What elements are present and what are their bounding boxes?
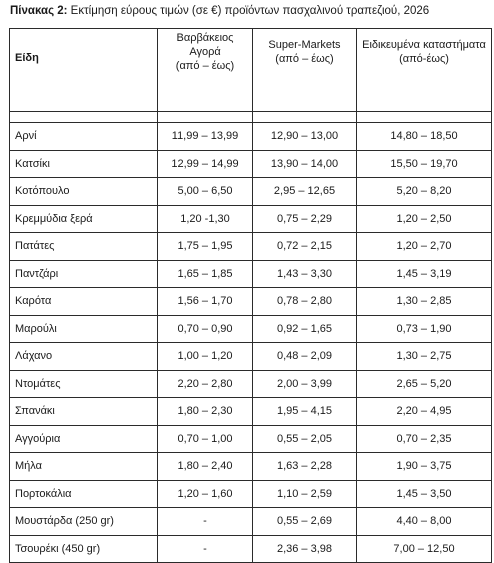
cell-specialized: 5,20 – 8,20: [357, 178, 492, 206]
cell-specialized: 2,20 – 4,95: [357, 398, 492, 426]
header-supermarkets-line-1: Super-Markets: [268, 39, 341, 51]
cell-item: Κατσίκι: [10, 150, 158, 178]
cell-varvakeios: 0,70 – 1,00: [158, 425, 253, 453]
cell-supermarkets: 0,75 – 2,29: [253, 205, 357, 233]
cell-varvakeios: 1,20 – 1,60: [158, 480, 253, 508]
header-specialized-line-2: (από-έως): [399, 53, 449, 65]
cell-item: Αρνί: [10, 123, 158, 151]
header-supermarkets-line-2: (από – έως): [275, 53, 334, 65]
caption-text: Εκτίμηση εύρους τιμών (σε €) προϊόντων πασχαλινού τραπεζιού, 2026: [70, 5, 430, 17]
cell-varvakeios: 1,80 – 2,40: [158, 453, 253, 481]
spacer-cell: [253, 112, 357, 123]
table-row: [10, 535, 492, 563]
cell-specialized: 0,70 – 2,35: [357, 425, 492, 453]
spacer-cell: [357, 112, 492, 123]
cell-item: Μουστάρδα (250 gr): [10, 508, 158, 536]
header-specialized-line-1: Ειδικευμένα καταστήματα: [362, 39, 486, 51]
cell-varvakeios: 0,70 – 0,90: [158, 315, 253, 343]
cell-varvakeios: -: [158, 508, 253, 536]
cell-specialized: 7,00 – 12,50: [357, 535, 492, 563]
cell-varvakeios: 11,99 – 13,99: [158, 123, 253, 151]
caption-label: Πίνακας 2:: [10, 5, 68, 17]
price-table: [9, 28, 492, 563]
cell-specialized: 0,73 – 1,90: [357, 315, 492, 343]
cell-supermarkets: 0,78 – 2,80: [253, 288, 357, 316]
cell-specialized: 1,45 – 3,50: [357, 480, 492, 508]
cell-specialized: 1,45 – 3,19: [357, 260, 492, 288]
cell-varvakeios: -: [158, 535, 253, 563]
cell-varvakeios: 1,80 – 2,30: [158, 398, 253, 426]
table-row: [10, 343, 492, 371]
cell-supermarkets: 0,92 – 1,65: [253, 315, 357, 343]
cell-specialized: 15,50 – 19,70: [357, 150, 492, 178]
header-varvakeios: [158, 29, 253, 112]
cell-item: Τσουρέκι (450 gr): [10, 535, 158, 563]
cell-supermarkets: 12,90 – 13,00: [253, 123, 357, 151]
table-row: [10, 508, 492, 536]
cell-specialized: 2,65 – 5,20: [357, 370, 492, 398]
header-item: Είδη: [10, 29, 158, 112]
cell-varvakeios: 1,56 – 1,70: [158, 288, 253, 316]
cell-supermarkets: 1,95 – 4,15: [253, 398, 357, 426]
cell-supermarkets: 0,48 – 2,09: [253, 343, 357, 371]
cell-item: Αγγούρια: [10, 425, 158, 453]
cell-supermarkets: 13,90 – 14,00: [253, 150, 357, 178]
cell-supermarkets: 2,00 – 3,99: [253, 370, 357, 398]
table-row: [10, 370, 492, 398]
cell-varvakeios: 1,65 – 1,85: [158, 260, 253, 288]
cell-item: Μαρούλι: [10, 315, 158, 343]
cell-varvakeios: 2,20 – 2,80: [158, 370, 253, 398]
table-row: [10, 453, 492, 481]
header-varvakeios-line-2: Αγορά: [189, 46, 221, 58]
table-header-row: [10, 29, 492, 112]
cell-item: Πατάτες: [10, 233, 158, 261]
header-varvakeios-line-3: (από – έως): [175, 60, 235, 72]
table-spacer-row: [10, 112, 492, 123]
cell-specialized: 1,20 – 2,50: [357, 205, 492, 233]
cell-item: Καρότα: [10, 288, 158, 316]
header-varvakeios-line-1: Βαρβάκειος: [176, 32, 234, 44]
cell-item: Κρεμμύδια ξερά: [10, 205, 158, 233]
spacer-cell: [10, 112, 158, 123]
table-row: [10, 150, 492, 178]
cell-item: Ντομάτες: [10, 370, 158, 398]
cell-specialized: 4,40 – 8,00: [357, 508, 492, 536]
cell-item: Λάχανο: [10, 343, 158, 371]
spacer-cell: [158, 112, 253, 123]
cell-supermarkets: 1,63 – 2,28: [253, 453, 357, 481]
cell-item: Μήλα: [10, 453, 158, 481]
cell-supermarkets: 2,95 – 12,65: [253, 178, 357, 206]
cell-supermarkets: 1,10 – 2,59: [253, 480, 357, 508]
cell-specialized: 1,30 – 2,85: [357, 288, 492, 316]
cell-varvakeios: 1,00 – 1,20: [158, 343, 253, 371]
table-row: [10, 398, 492, 426]
cell-item: Κοτόπουλο: [10, 178, 158, 206]
cell-specialized: 1,20 – 2,70: [357, 233, 492, 261]
cell-varvakeios: 12,99 – 14,99: [158, 150, 253, 178]
header-supermarkets: [253, 29, 357, 112]
cell-supermarkets: 1,43 – 3,30: [253, 260, 357, 288]
cell-specialized: 1,30 – 2,75: [357, 343, 492, 371]
cell-supermarkets: 0,72 – 2,15: [253, 233, 357, 261]
table-row: [10, 315, 492, 343]
cell-supermarkets: 2,36 – 3,98: [253, 535, 357, 563]
table-row: [10, 480, 492, 508]
cell-item: Παντζάρι: [10, 260, 158, 288]
table-row: [10, 205, 492, 233]
header-specialized: [357, 29, 492, 112]
table-row: [10, 123, 492, 151]
cell-varvakeios: 5,00 – 6,50: [158, 178, 253, 206]
table-caption: [10, 4, 490, 18]
cell-supermarkets: 0,55 – 2,69: [253, 508, 357, 536]
cell-varvakeios: 1,20 -1,30: [158, 205, 253, 233]
cell-item: Πορτοκάλια: [10, 480, 158, 508]
table-row: [10, 178, 492, 206]
cell-specialized: 14,80 – 18,50: [357, 123, 492, 151]
cell-supermarkets: 0,55 – 2,05: [253, 425, 357, 453]
cell-item: Σπανάκι: [10, 398, 158, 426]
table-row: [10, 288, 492, 316]
table-row: [10, 233, 492, 261]
table-row: [10, 425, 492, 453]
cell-varvakeios: 1,75 – 1,95: [158, 233, 253, 261]
table-row: [10, 260, 492, 288]
cell-specialized: 1,90 – 3,75: [357, 453, 492, 481]
